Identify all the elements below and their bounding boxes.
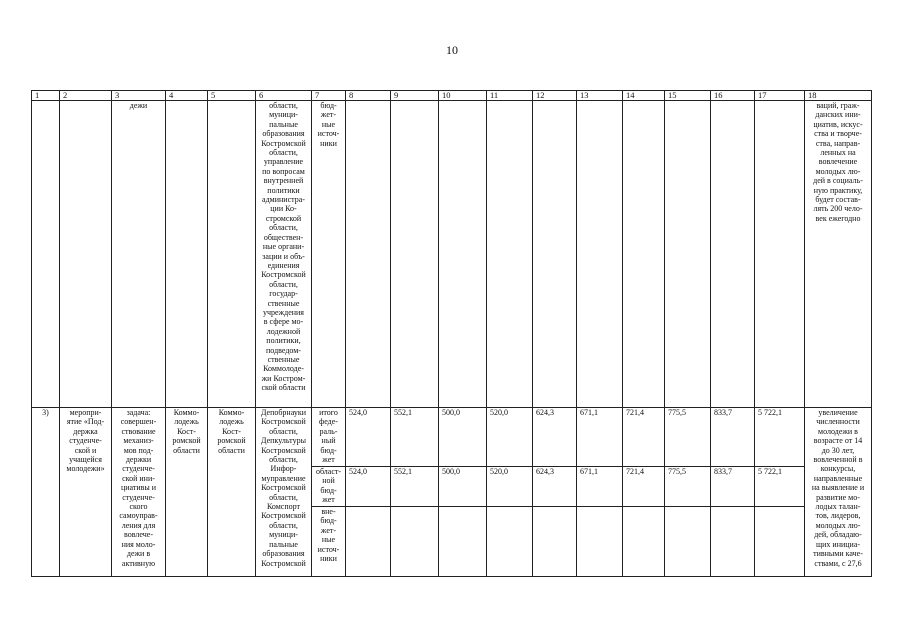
cell-funding-source: област- ной бюд- жет	[312, 467, 346, 507]
cell-task: задача: совершен- ствование механиз- мов под- держки студенче- ской ини- циативы и студенче- ского самоуправ- ления для вовлече- ния моло- дежи в активную	[112, 408, 166, 577]
cell-value: 500,0	[439, 467, 487, 507]
header-cell: 3	[112, 91, 166, 101]
cell-value: 520,0	[487, 467, 533, 507]
header-cell: 7	[312, 91, 346, 101]
header-cell: 6	[256, 91, 312, 101]
cell-event	[60, 101, 112, 408]
cell-value: 624,3	[533, 408, 577, 467]
cell-responsible	[166, 101, 208, 408]
header-row	[32, 91, 872, 101]
cell-value: 624,3	[533, 467, 577, 507]
header-cell: 12	[533, 91, 577, 101]
cell-value	[346, 101, 391, 408]
header-cell: 10	[439, 91, 487, 101]
cell-value	[711, 101, 755, 408]
cell-value: 520,0	[487, 408, 533, 467]
cell-total	[755, 507, 805, 577]
cell-coordinator: Коммо- лодежь Кост- ромской области	[208, 408, 256, 577]
header-cell: 15	[665, 91, 711, 101]
cell-participants: области, муници- пальные образования Костромской области, управление по вопросам внутренней политики администра- ции Ко- стромской области, обществен- ные органи- зации и объ- единения Костромской области, государ- ственные учреждения в сфере мо- лодежной политики, подведом- ственные Коммолоде- жи Костром- ской области	[256, 101, 312, 408]
cell-total: 5 722,1	[755, 408, 805, 467]
cell-value: 833,7	[711, 467, 755, 507]
cell-coordinator	[208, 101, 256, 408]
header-cell: 13	[577, 91, 623, 101]
cell-value	[665, 507, 711, 577]
cell-value	[533, 507, 577, 577]
cell-total: 5 722,1	[755, 467, 805, 507]
cell-value	[487, 101, 533, 408]
cell-value	[533, 101, 577, 408]
header-cell: 5	[208, 91, 256, 101]
header-cell: 1	[32, 91, 60, 101]
header-cell: 17	[755, 91, 805, 101]
header-cell: 2	[60, 91, 112, 101]
cell-value	[391, 101, 439, 408]
cell-value: 833,7	[711, 408, 755, 467]
cell-value	[755, 101, 805, 408]
cell-value: 552,1	[391, 408, 439, 467]
cell-value: 524,0	[346, 408, 391, 467]
cell-value	[577, 101, 623, 408]
cell-value	[439, 507, 487, 577]
cell-result: ваций, граж- данских ини- циатив, искус- ства и творче- ства, направ- ленных на вовлечение молодых лю- дей в социаль- ную практику, будет состав- лять 200 чело- век ежегодно	[805, 101, 872, 408]
header-cell: 8	[346, 91, 391, 101]
cell-task: дежи	[112, 101, 166, 408]
cell-value	[346, 507, 391, 577]
cell-value	[711, 507, 755, 577]
cell-value: 671,1	[577, 467, 623, 507]
cell-value: 500,0	[439, 408, 487, 467]
cell-value	[623, 101, 665, 408]
header-cell: 18	[805, 91, 872, 101]
cell-value: 552,1	[391, 467, 439, 507]
cell-value	[577, 507, 623, 577]
cell-participants: Депобрнауки Костромской области, Депкультуры Костромской области, Инфор- муправление Костромской области, Комспорт Костромской области, муници- пальные образования Костромской	[256, 408, 312, 577]
cell-funding-source: вне- бюд- жет- ные источ- ники	[312, 507, 346, 577]
cell-responsible: Коммо- лодежь Кост- ромской области	[166, 408, 208, 577]
cell-value	[391, 507, 439, 577]
cell-funding-source: бюд- жет- ные источ- ники	[312, 101, 346, 408]
table-row	[32, 408, 872, 467]
cell-value: 775,5	[665, 408, 711, 467]
header-cell: 9	[391, 91, 439, 101]
cell-value	[623, 507, 665, 577]
cell-event: меропри- ятие «Под- держка студенче- ской и учащейся молодежи»	[60, 408, 112, 577]
cell-value	[665, 101, 711, 408]
program-table	[31, 90, 872, 577]
cell-value: 721,4	[623, 467, 665, 507]
cell-value: 524,0	[346, 467, 391, 507]
cell-value	[439, 101, 487, 408]
cell-number: 3)	[32, 408, 60, 577]
page-number: 10	[446, 43, 458, 57]
header-cell: 16	[711, 91, 755, 101]
cell-result: увеличение численности молодежи в возрасте от 14 до 30 лет, вовлеченной в конкурсы, направленные на выявление и развитие мо- лодых талан- тов, лидеров, молодых лю- дей, обладаю- щих инициа- тивными каче- ствами, с 27,6	[805, 408, 872, 577]
table-row-continued	[32, 101, 872, 408]
cell-number	[32, 101, 60, 408]
cell-value: 671,1	[577, 408, 623, 467]
cell-value: 721,4	[623, 408, 665, 467]
cell-value	[487, 507, 533, 577]
cell-value: 775,5	[665, 467, 711, 507]
header-cell: 4	[166, 91, 208, 101]
cell-funding-source: итого феде- раль- ный бюд- жет	[312, 408, 346, 467]
header-cell: 14	[623, 91, 665, 101]
header-cell: 11	[487, 91, 533, 101]
